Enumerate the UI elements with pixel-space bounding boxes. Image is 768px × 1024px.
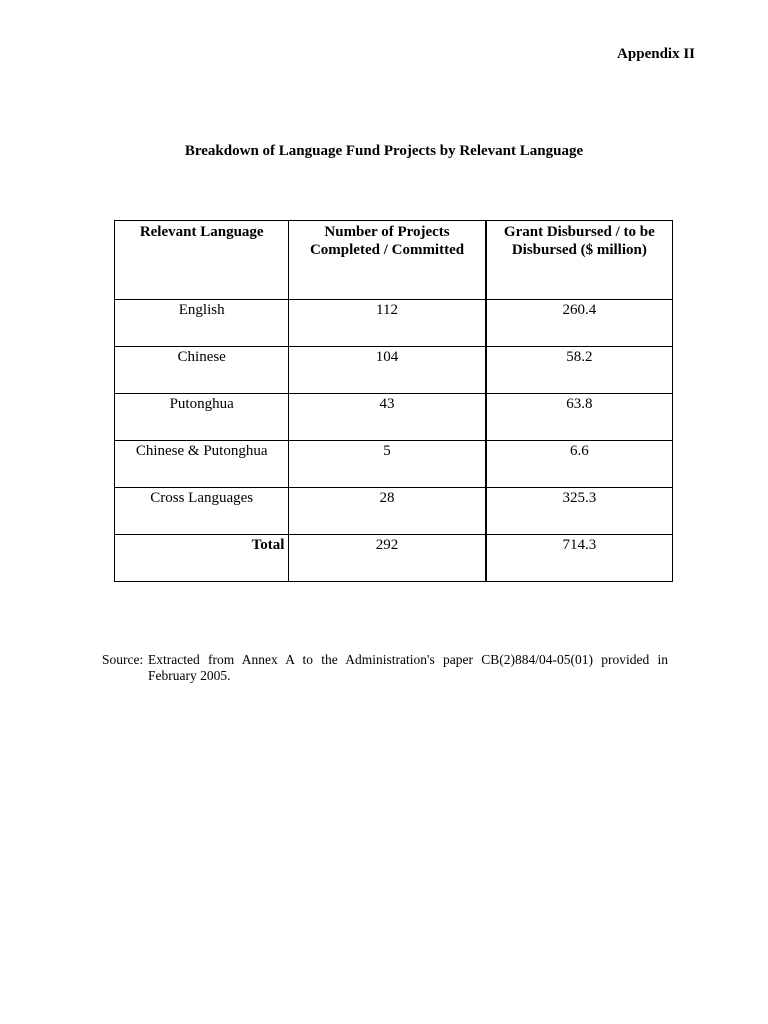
source-label: Source: [102,652,144,667]
table-row [115,394,673,441]
cell-grant: 325.3 [486,488,673,535]
cell-projects: 104 [289,347,486,394]
cell-language: Cross Languages [115,488,289,535]
cell-grant: 6.6 [486,441,673,488]
table-row [115,347,673,394]
cell-total-label: Total [115,535,289,582]
cell-grant: 260.4 [486,300,673,347]
appendix-label: Appendix II [617,46,695,62]
header-number-of-projects: Number of Projects Completed / Committed [289,221,486,300]
table-row [115,441,673,488]
source-note [102,652,668,684]
cell-language: English [115,300,289,347]
cell-projects: 5 [289,441,486,488]
table-total-row [115,535,673,582]
cell-language: Chinese & Putonghua [115,441,289,488]
cell-projects: 28 [289,488,486,535]
cell-total-projects: 292 [289,535,486,582]
cell-language: Putonghua [115,394,289,441]
cell-projects: 112 [289,300,486,347]
table-header-row [115,221,673,300]
cell-projects: 43 [289,394,486,441]
header-grant-disbursed: Grant Disbursed / to be Disbursed ($ million) [486,221,673,300]
source-text: Extracted from Annex A to the Administration's paper CB(2)884/04-05(01) provided in February 2005. [148,652,668,683]
document-title: Breakdown of Language Fund Projects by Relevant Language [184,143,584,159]
table-row [115,488,673,535]
cell-grant: 58.2 [486,347,673,394]
cell-total-grant: 714.3 [486,535,673,582]
cell-language: Chinese [115,347,289,394]
header-relevant-language: Relevant Language [115,221,289,300]
table-row [115,300,673,347]
language-fund-table [114,220,673,582]
cell-grant: 63.8 [486,394,673,441]
